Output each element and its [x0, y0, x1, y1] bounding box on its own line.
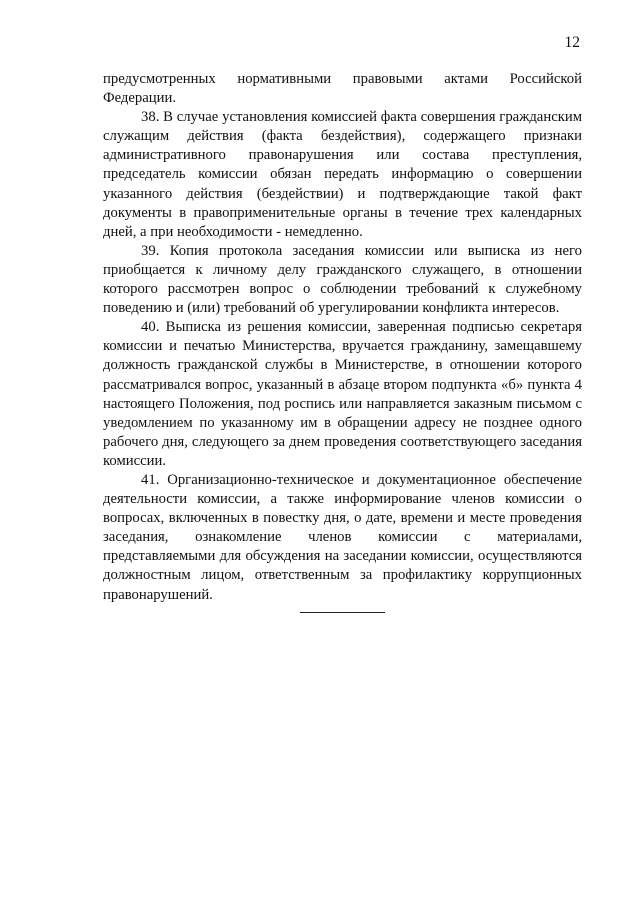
paragraph-39: 39. Копия протокола заседания комиссии или выписка из него приобщается к личному делу гражданского служащего, в отношении которого рассмотрен вопрос о соблюдении требований к служебному поведению и (или) требований об урегулировании конфликта интересов. — [103, 242, 582, 317]
paragraph-41: 41. Организационно-техническое и документационное обеспечение деятельности комиссии, а также информирование членов комиссии о вопросах, включенных в повестку дня, о дате, времени и месте проведения заседания, ознакомление членов комиссии с материалами, представляемыми для обсуждения на заседании комиссии, осуществляются должностным лицом, ответственным за профилактику коррупционных правонарушений. — [103, 471, 582, 603]
document-body — [103, 70, 582, 605]
end-of-document-rule — [300, 612, 385, 613]
page-number: 12 — [564, 34, 580, 51]
paragraph-continuation: предусмотренных нормативными правовыми актами Российской Федерации. — [103, 71, 582, 107]
paragraph-40: 40. Выписка из решения комиссии, заверенная подписью секретаря комиссии и печатью Министерства, вручается гражданину, замещавшему должность гражданской службы в Министерстве, в отношении которого рассматривался вопрос, указанный в абзаце втором подпункта «б» пункта 4 настоящего Положения, под роспись или направляется заказным письмом с уведомлением по указанному им в обращении адресу не позднее одного рабочего дня, следующего за днем проведения соответствующего заседания комиссии. — [103, 319, 582, 469]
paragraph-38: 38. В случае установления комиссией факта совершения гражданским служащим действия (факта бездействия), содержащего признаки административного правонарушения или состава преступления, председатель комиссии обязан передать информацию о совершении указанного действия (бездействии) и подтверждающие такой факт документы в правоприменительные органы в течение трех календарных дней, а при необходимости - немедленно. — [103, 109, 582, 240]
